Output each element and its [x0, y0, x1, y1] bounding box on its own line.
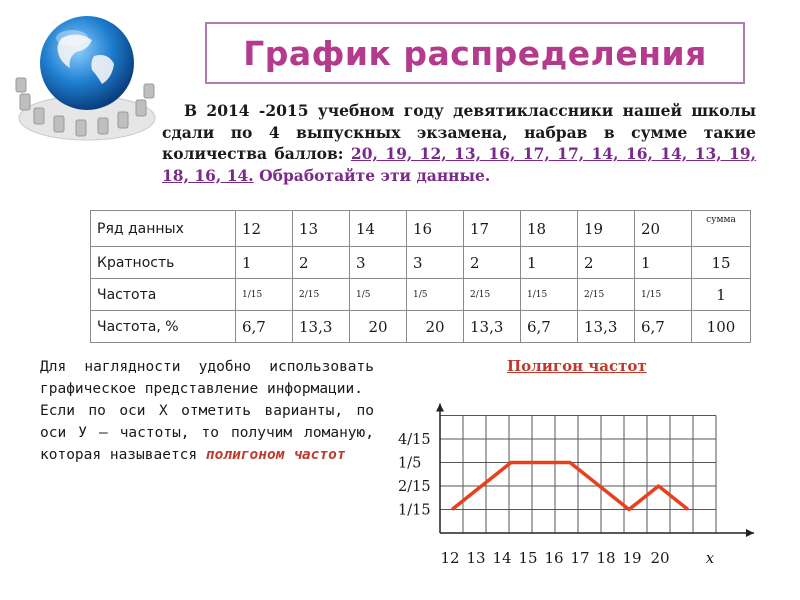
x-tick-label: 13 [466, 549, 486, 567]
y-tick-label: 1/15 [398, 502, 431, 519]
x-tick-label: 14 [492, 549, 512, 567]
row-label: Кратность [91, 247, 236, 279]
table-cell: 1/15 [635, 279, 692, 311]
intro-scores: 20, 19, 12, 13, 16, 17, 17, 14, 16, 14, 13, 19, 18, 16, 14. [162, 144, 757, 185]
table-cell: 6,7 [635, 311, 692, 343]
explain-paragraph-1: Для наглядности удобно использовать графическое представление информации. [40, 359, 374, 397]
table-cell: 13 [293, 211, 350, 247]
table-cell: 2 [578, 247, 635, 279]
sum-cell: 1 [692, 279, 751, 311]
table-cell: 1/5 [407, 279, 464, 311]
row-label: Ряд данных [91, 211, 236, 247]
table-cell: 6,7 [521, 311, 578, 343]
table-cell: 13,3 [293, 311, 350, 343]
x-tick-label: 18 [596, 549, 616, 567]
table-cell: 2/15 [464, 279, 521, 311]
y-axis-arrow [436, 404, 444, 412]
sum-cell: 100 [692, 311, 751, 343]
x-tick-label: 12 [440, 549, 460, 567]
table-cell: 20 [635, 211, 692, 247]
table-cell: 1/5 [350, 279, 407, 311]
row-label: Частота [91, 279, 236, 311]
row-label: Частота, % [91, 311, 236, 343]
table-cell: 1/15 [236, 279, 293, 311]
x-tick-label: 16 [544, 549, 564, 567]
y-tick-label: 1/5 [398, 455, 422, 472]
table-cell: 2 [464, 247, 521, 279]
sum-cell: 15 [692, 247, 751, 279]
frequency-table [90, 210, 751, 343]
table-row [91, 279, 751, 311]
x-tick-label: 19 [622, 549, 642, 567]
table-cell: 3 [350, 247, 407, 279]
table-cell: 1 [521, 247, 578, 279]
table-row [91, 311, 751, 343]
table-row [91, 211, 751, 247]
title-box [205, 22, 745, 84]
explain-paragraph-2-text: Если по оси X отметить варианты, по оси У – частоты, то получим ломаную, которая называется [40, 403, 374, 463]
table-cell: 19 [578, 211, 635, 247]
table-row [91, 247, 751, 279]
table-cell: 14 [350, 211, 407, 247]
table-cell: 2/15 [578, 279, 635, 311]
table-cell: 13,3 [464, 311, 521, 343]
table-cell: 3 [407, 247, 464, 279]
x-tick-label: 17 [570, 549, 590, 567]
x-axis-label: x [705, 549, 715, 567]
explain-paragraph-2 [40, 400, 374, 466]
x-axis-arrow [746, 529, 754, 537]
table-cell: 1 [635, 247, 692, 279]
table-cell: 2 [293, 247, 350, 279]
intro-task: Обработайте эти данные. [259, 165, 491, 185]
table-cell: 13,3 [578, 311, 635, 343]
globe-with-chairs-logo [12, 8, 162, 148]
table-cell: 20 [407, 311, 464, 343]
page-title: График распределения [243, 33, 707, 73]
intro-paragraph [162, 100, 756, 186]
table-cell: 1 [236, 247, 293, 279]
x-tick-label: 20 [650, 549, 670, 567]
table-cell: 17 [464, 211, 521, 247]
y-tick-label: 4/15 [398, 432, 431, 448]
table-cell: 12 [236, 211, 293, 247]
table-cell: 16 [407, 211, 464, 247]
table-cell: 1/15 [521, 279, 578, 311]
y-tick-label: 2/15 [398, 479, 431, 495]
chart-title: Полигон частот [507, 357, 647, 375]
polygon-term: полигоном частот [205, 447, 346, 463]
frequency-polygon-chart [390, 405, 740, 580]
x-tick-label: 15 [518, 549, 538, 567]
sum-cell: сумма [692, 211, 751, 247]
intro-lead: В 2014 -2015 учебном году девятиклассники нашей школы сдали по 4 выпускных экзамена, набрав в сумме такие количества баллов: [162, 101, 756, 163]
table-cell: 18 [521, 211, 578, 247]
table-cell: 20 [350, 311, 407, 343]
table-cell: 6,7 [236, 311, 293, 343]
explanation-text [40, 356, 374, 466]
table-cell: 2/15 [293, 279, 350, 311]
